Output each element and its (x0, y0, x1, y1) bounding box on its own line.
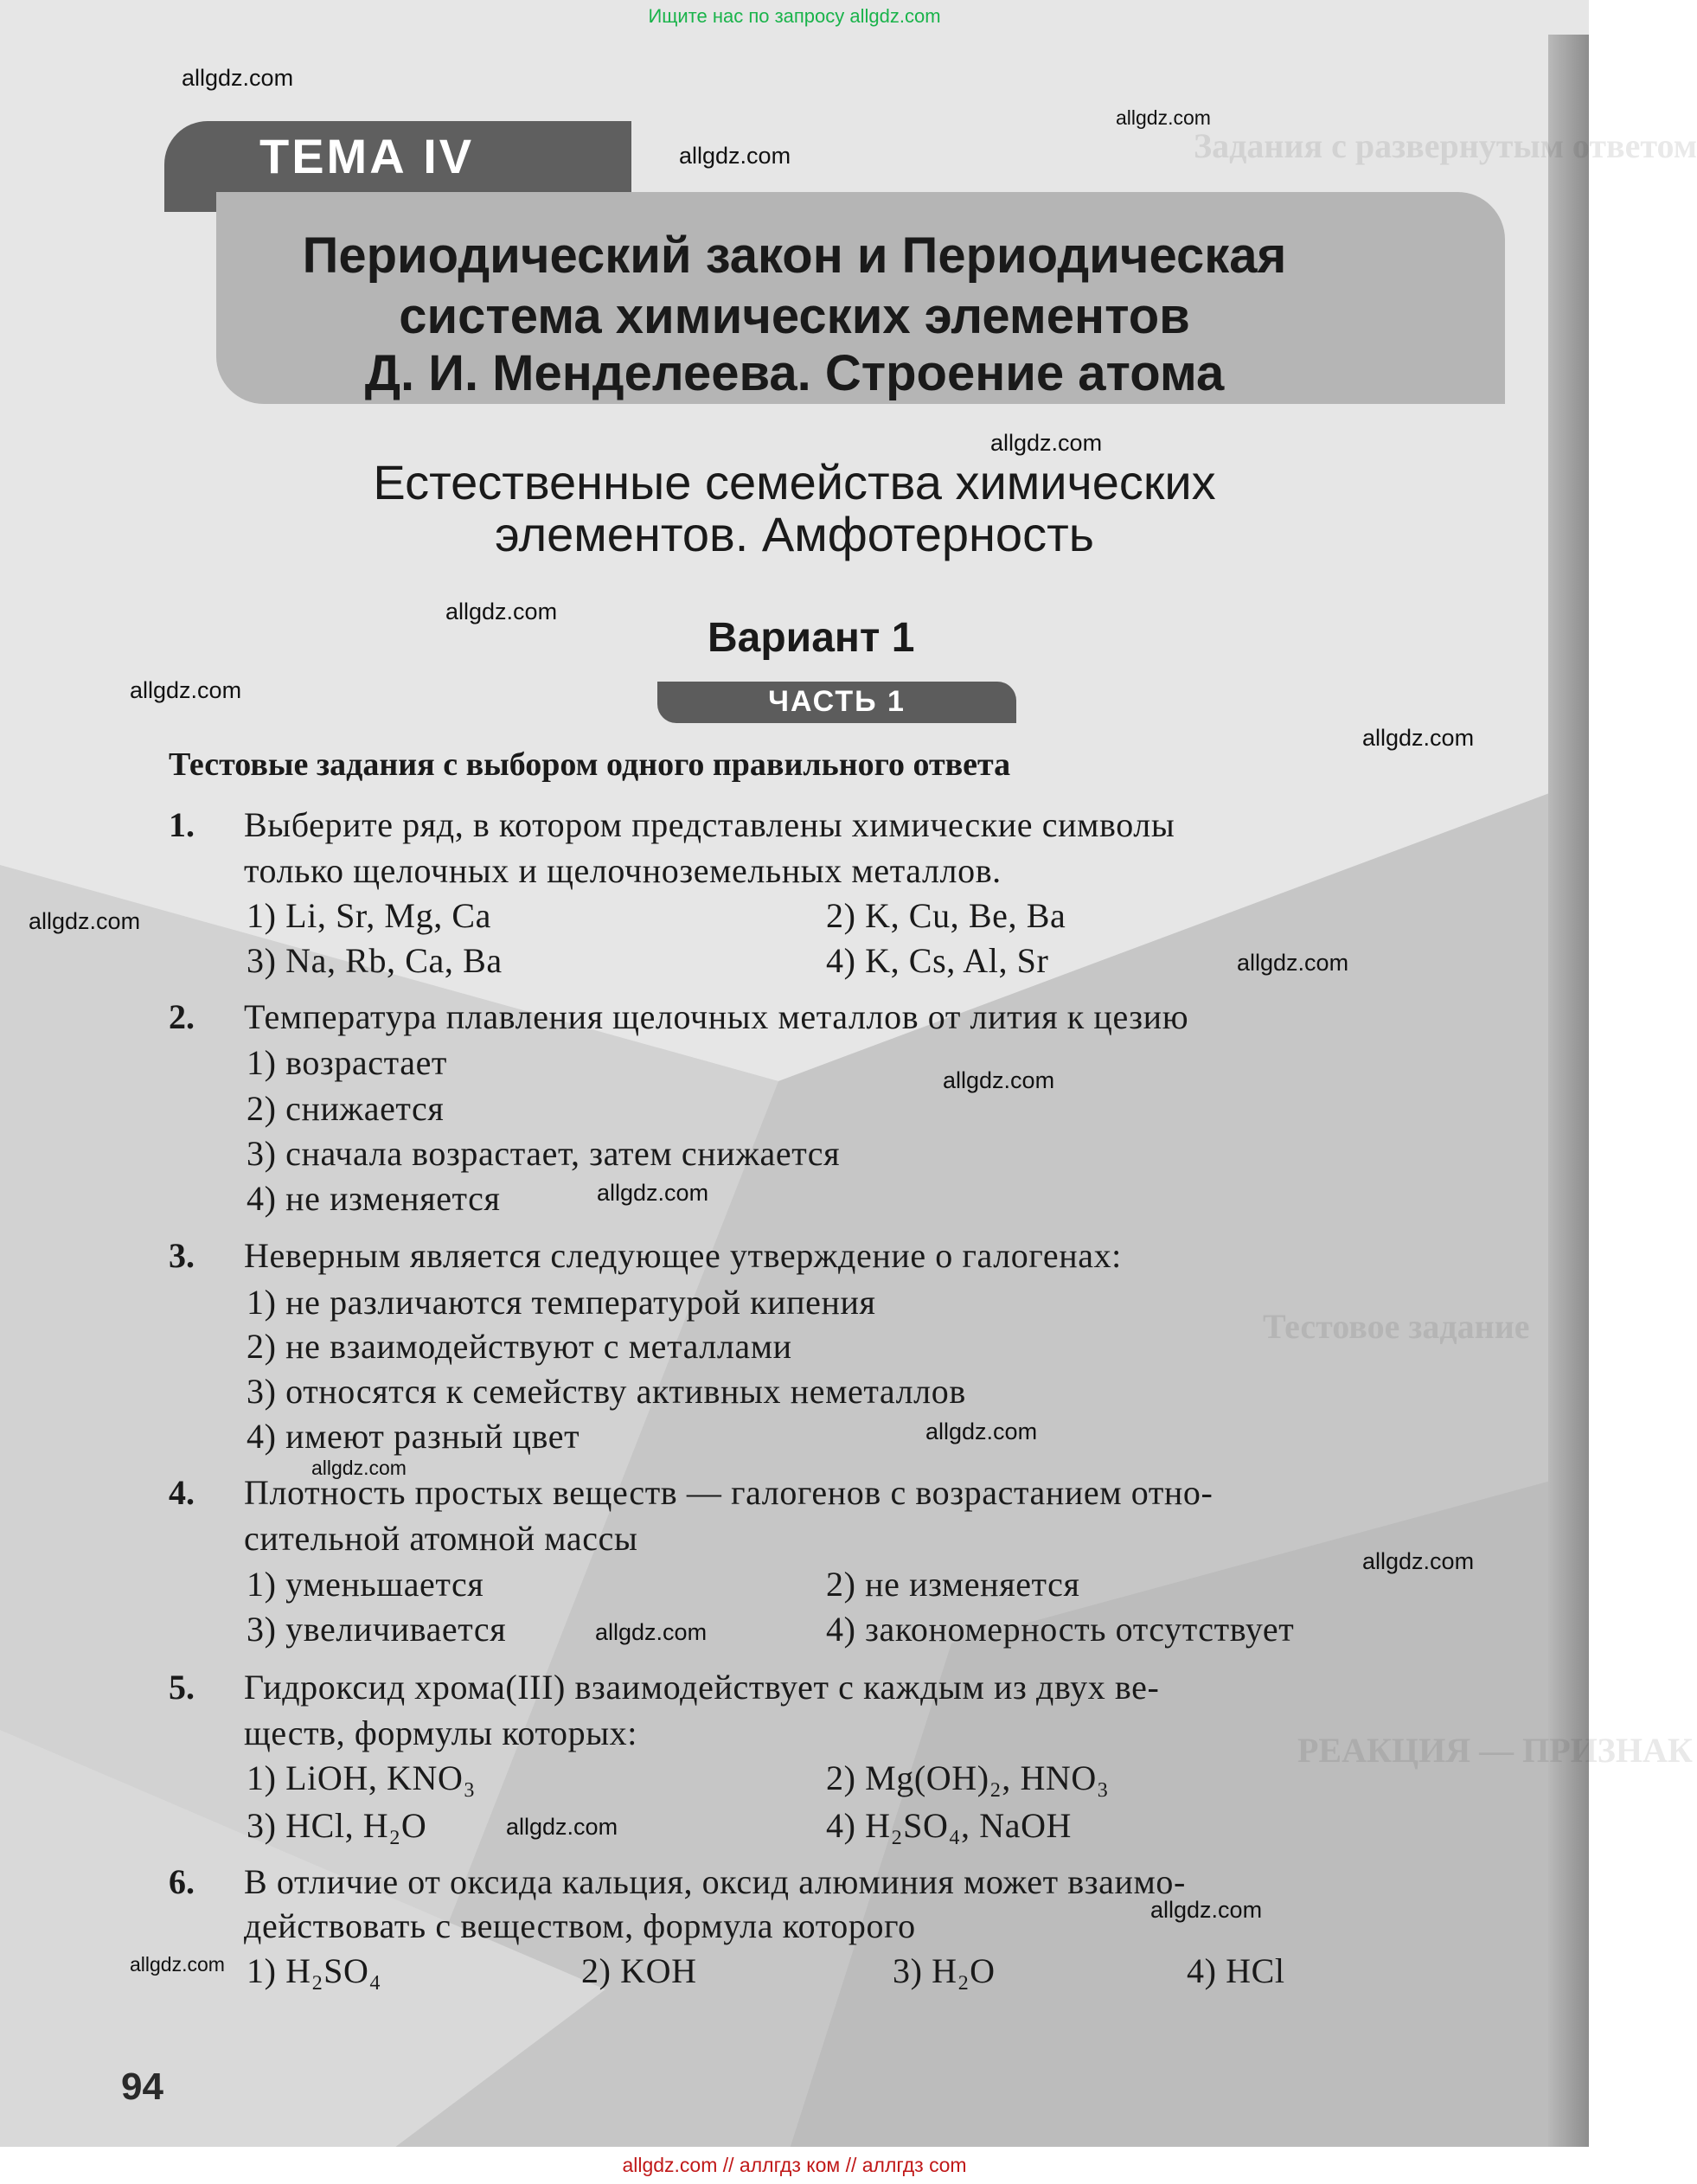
question-number: 5. (169, 1668, 195, 1707)
question-text: Неверным является следующее утверждение о галогенах: (244, 1236, 1122, 1275)
watermark: allgdz.com (943, 1067, 1055, 1093)
answer-option: 4) не изменяется (247, 1179, 501, 1218)
answer-option: 3) сначала возрастает, затем снижается (247, 1134, 841, 1173)
watermark: allgdz.com (130, 1953, 225, 1976)
top-banner: Ищите нас по запросу allgdz.com (648, 5, 941, 27)
topic-title-line: Д. И. Менделеева. Строение атома (364, 345, 1225, 401)
watermark: allgdz.com (445, 599, 558, 624)
watermark: allgdz.com (29, 908, 141, 934)
answer-option: 2) K, Cu, Be, Ba (826, 896, 1066, 935)
answer-option: 1) Li, Sr, Mg, Ca (247, 896, 492, 935)
answer-option: 1) LiOH, KNO₃ (247, 1758, 477, 1797)
bleed-through-text: Тестовое задание (1263, 1307, 1530, 1346)
answer-option: 1) не различаются температурой кипения (247, 1283, 876, 1322)
answer-option: 3) H₂O (893, 1951, 996, 1990)
watermark: allgdz.com (506, 1814, 618, 1840)
watermark: allgdz.com (679, 143, 791, 169)
bleed-through-text: Задания с развернутым ответом (1194, 126, 1697, 165)
answer-option: 2) Mg(OH)₂, HNO₃ (826, 1758, 1110, 1797)
question-number: 1. (169, 805, 195, 844)
question-number: 2. (169, 997, 195, 1036)
question-number: 4. (169, 1473, 195, 1512)
answer-option: 1) возрастает (247, 1043, 447, 1082)
bottom-banner: allgdz.com // аллгдз ком // аллгдз com (0, 2147, 1589, 2184)
watermark: allgdz.com (1150, 1897, 1263, 1923)
watermark: allgdz.com (311, 1457, 407, 1479)
question-text: действовать с веществом, формула которого (244, 1906, 916, 1945)
lesson-subtitle-line: Естественные семейства химических (373, 455, 1216, 509)
answer-option: 1) уменьшается (247, 1565, 484, 1604)
watermark: allgdz.com (990, 430, 1103, 456)
answer-option: 2) не взаимодействуют с металлами (247, 1327, 792, 1366)
answer-option: 4) H₂SO₄, NaOH (826, 1806, 1073, 1845)
watermark: allgdz.com (925, 1419, 1038, 1444)
answer-option: 4) имеют разный цвет (247, 1417, 580, 1456)
watermark: allgdz.com (1362, 1548, 1475, 1574)
question-number: 3. (169, 1236, 195, 1275)
topic-title-line: система химических элементов (399, 288, 1190, 344)
watermark: allgdz.com (182, 65, 294, 91)
question-text: В отличие от оксида кальция, оксид алюминия может взаимо- (244, 1862, 1186, 1901)
page-number: 94 (121, 2066, 163, 2108)
watermark: allgdz.com (1116, 106, 1211, 129)
watermark: allgdz.com (1237, 950, 1349, 976)
answer-option: 3) Na, Rb, Ca, Ba (247, 941, 503, 980)
watermark: allgdz.com (130, 677, 242, 703)
answer-option: 2) снижается (247, 1089, 445, 1128)
question-text: Выберите ряд, в котором представлены химические символы (244, 805, 1175, 844)
bleed-through-text: РЕАКЦИЯ — ПРИЗНАК (1297, 1731, 1693, 1770)
answer-option: 1) H₂SO₄ (247, 1951, 382, 1990)
topic-tab-label: ТЕМА IV (259, 129, 475, 183)
question-text: Гидроксид хрома(III) взаимодействует с каждым из двух ве- (244, 1668, 1160, 1707)
answer-option: 4) закономерность отсутствует (826, 1610, 1295, 1649)
answer-option: 4) K, Cs, Al, Sr (826, 941, 1049, 980)
watermark: allgdz.com (1362, 725, 1475, 751)
question-text: только щелочных и щелочноземельных металлов. (244, 851, 1002, 890)
question-text: ществ, формулы которых: (244, 1713, 637, 1752)
question-number: 6. (169, 1862, 195, 1901)
watermark: allgdz.com (595, 1619, 708, 1645)
question-text: Температура плавления щелочных металлов от лития к цезию (244, 997, 1189, 1036)
answer-option: 3) HCl, H₂O (247, 1806, 427, 1845)
lesson-subtitle-line: элементов. Амфотерность (495, 507, 1094, 561)
answer-option: 2) не изменяется (826, 1565, 1080, 1604)
question-text: сительной атомной массы (244, 1519, 638, 1558)
part-label: ЧАСТЬ 1 (768, 685, 906, 718)
answer-option: 2) KOH (581, 1951, 697, 1990)
watermark: allgdz.com (597, 1180, 709, 1206)
topic-title-line: Периодический закон и Периодическая (302, 227, 1287, 284)
question-text: Плотность простых веществ — галогенов с возрастанием отно- (244, 1473, 1214, 1512)
variant-heading: Вариант 1 (708, 615, 915, 661)
answer-option: 3) относятся к семейству активных неметаллов (247, 1372, 966, 1411)
answer-option: 3) увеличивается (247, 1610, 507, 1649)
section-heading: Тестовые задания с выбором одного правильного ответа (169, 746, 1011, 783)
answer-option: 4) HCl (1187, 1951, 1285, 1990)
